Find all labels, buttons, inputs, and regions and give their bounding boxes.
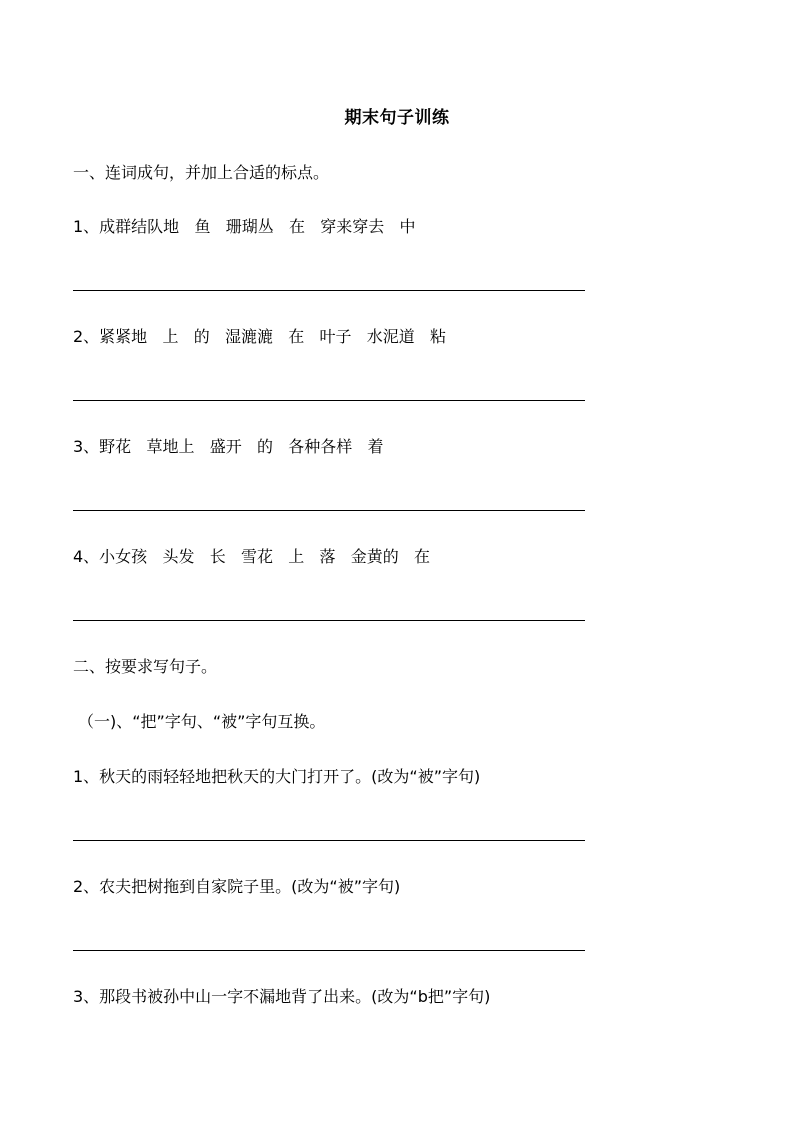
section2-item-1: 1、秋天的雨轻轻地把秋天的大门打开了。(改为“被”字句) <box>73 767 481 786</box>
section1-item-2: 2、紧紧地 上 的 湿漉漉 在 叶子 水泥道 粘 <box>73 327 446 346</box>
answer-line-4[interactable] <box>73 620 585 621</box>
answer-line-1[interactable] <box>73 290 585 291</box>
section2-item-3: 3、那段书被孙中山一字不漏地背了出来。(改为“b把”字句) <box>73 987 491 1006</box>
answer-line-3[interactable] <box>73 510 585 511</box>
answer-line-2[interactable] <box>73 400 585 401</box>
section1-item-1: 1、成群结队地 鱼 珊瑚丛 在 穿来穿去 中 <box>73 217 416 236</box>
answer-line-5[interactable] <box>73 840 585 841</box>
page-title: 期末句子训练 <box>344 108 450 128</box>
section2-heading: 二、按要求写句子。 <box>73 657 218 676</box>
section2-item-2: 2、农夫把树拖到自家院子里。(改为“被”字句) <box>73 877 401 896</box>
answer-line-6[interactable] <box>73 950 585 951</box>
section2-subheading: （一)、“把”字句、“被”字句互换。 <box>78 712 326 731</box>
section1-item-3: 3、野花 草地上 盛开 的 各种各样 着 <box>73 437 384 456</box>
section1-heading: 一、连词成句，并加上合适的标点。 <box>73 163 330 182</box>
section1-item-4: 4、小女孩 头发 长 雪花 上 落 金黄的 在 <box>73 547 430 566</box>
